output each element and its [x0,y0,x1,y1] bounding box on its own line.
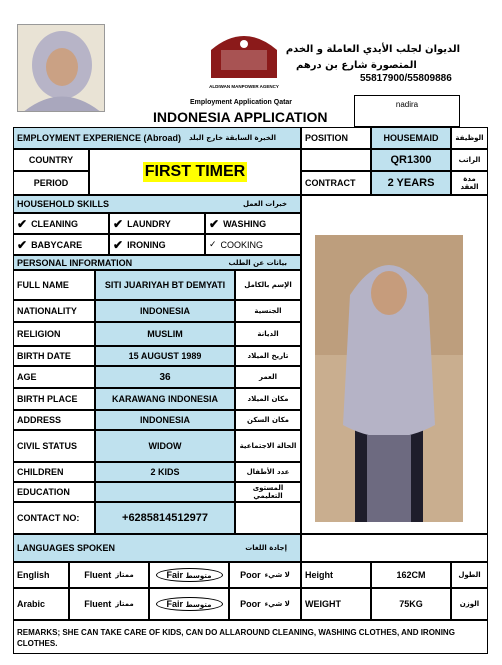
weight-value: 75KG [371,588,451,620]
poor-label: Poor [240,570,261,580]
address-label: ADDRESS [13,410,95,430]
address-label-ar: مكان السكن [235,410,301,430]
skill-ironing [109,234,205,255]
agency-phones: 55817900/55809886 [360,73,452,84]
full-name-value: SITI JUARIYAH BT DEMYATI [95,270,235,300]
skills-label: HOUSEHOLD SKILLS [17,199,110,209]
agency-arabic-line1: الديوان لجلب الأيدي العاملة و الخدم [285,44,460,55]
nationality-label: NATIONALITY [13,300,95,322]
contract-value: 2 YEARS [371,171,451,195]
skill-label: CLEANING [31,218,79,229]
languages-header [13,534,301,562]
languages-label: LANGUAGES SPOKEN [17,543,116,553]
arabic-label: Arabic [13,588,69,620]
fair-selected-oval [156,597,223,611]
agency-arabic-line2: المتصورة شارع بن درهم [296,60,417,71]
check-icon: ✔ [113,216,124,231]
religion-label-ar: الديانة [235,322,301,346]
nationality-label-ar: الجنسية [235,300,301,322]
arabic-fair [149,588,229,620]
height-label: Height [301,562,371,588]
poor-label-ar: لا شيء [264,571,290,579]
fluent-label: Fluent [84,599,112,609]
arabic-fluent [69,588,149,620]
fluent-label-ar: ممتاز [115,571,134,579]
contract-label-ar: مدة العقد [451,171,488,195]
civil-status-value: WIDOW [95,430,235,462]
religion-label: RELIGION [13,322,95,346]
check-icon: ✔ [17,237,28,252]
english-fair [149,562,229,588]
fair-label: Fair [166,599,184,609]
age-value: 36 [95,366,235,388]
employment-label-ar: الخبرة السابقة خارج البلد [189,134,276,142]
skills-header [13,195,301,213]
contact-label: CONTACT NO: [13,502,95,534]
birth-place-label: BIRTH PLACE [13,388,95,410]
first-timer-cell [89,149,301,195]
english-label: English [13,562,69,588]
logo-text: ALDIWAN MANPOWER AGENCY [209,84,279,89]
height-value: 162CM [371,562,451,588]
education-label-ar: المستوى التعليمي [235,482,301,502]
skill-cleaning [13,213,109,234]
fluent-label: Fluent [84,570,112,580]
english-poor [229,562,301,588]
birth-place-label-ar: مكان الميلاد [235,388,301,410]
skill-washing [205,213,301,234]
remarks [13,620,488,654]
height-label-ar: الطول [451,562,488,588]
civil-status-label-ar: الحالة الاجتماعية [235,430,301,462]
position-label-ar: الوظيفة [451,127,488,149]
birth-date-label-ar: تاريخ الميلاد [235,346,301,366]
skills-label-ar: خبرات العمل [242,200,287,208]
religion-value: MUSLIM [95,322,235,346]
birth-place-value: KARAWANG INDONESIA [95,388,235,410]
personal-label-ar: بيانات عن الطلب [228,258,287,267]
civil-status-label: CIVIL STATUS [13,430,95,462]
personal-header [13,255,301,270]
check-icon: ✓ [209,239,217,249]
children-value: 2 KIDS [95,462,235,482]
skill-label: BABYCARE [31,239,83,250]
salary-value: QR1300 [371,149,451,171]
country-label: COUNTRY [13,149,89,171]
form-title: INDONESIA APPLICATION [153,109,328,125]
arabic-poor [229,588,301,620]
contact-value: +6285814512977 [95,502,235,534]
position-value: HOUSEMAID [371,127,451,149]
fair-label-ar: متوسط [185,601,212,609]
english-fluent [69,562,149,588]
fair-selected-oval [156,568,223,582]
agent-name-box [354,95,460,127]
poor-label-ar: لا شيء [264,600,290,608]
address-value: INDONESIA [95,410,235,430]
personal-table [13,270,301,534]
full-body-photo [315,235,463,522]
fair-label: Fair [166,570,184,580]
skills-grid [13,213,301,255]
age-label-ar: العمر [235,366,301,388]
languages-label-ar: إجادة اللغات [245,544,287,552]
nationality-value: INDONESIA [95,300,235,322]
children-label: CHILDREN [13,462,95,482]
skill-label: IRONING [127,239,166,250]
position-label: POSITION [301,127,371,149]
skill-label: COOKING [220,239,264,250]
personal-label: PERSONAL INFORMATION [17,257,133,268]
skill-babycare [13,234,109,255]
birth-date-value: 15 AUGUST 1989 [95,346,235,366]
form-subtitle: Employment Application Qatar [190,99,293,106]
birth-date-label: BIRTH DATE [13,346,95,366]
weight-label-ar: الوزن [451,588,488,620]
check-icon: ✔ [113,237,124,252]
first-timer: FIRST TIMER [144,163,246,180]
fluent-label-ar: ممتاز [115,600,134,608]
remarks-text: REMARKS; SHE CAN TAKE CARE OF KIDS, CAN DO ALLAROUND CLEANING, WASHING CLOTHES, AND IRONING CLOTHES. [17,628,455,648]
agent-name: nadira [395,100,419,109]
fair-label-ar: متوسط [185,572,212,580]
check-icon: ✔ [17,216,28,231]
employment-label: EMPLOYMENT EXPERIENCE (Abroad) [17,133,182,143]
passport-photo [17,24,105,112]
children-label-ar: عدد الأطفال [235,462,301,482]
weight-label: WEIGHT [301,588,371,620]
skill-label: WASHING [223,218,267,229]
education-label: EDUCATION [13,482,95,502]
full-name-label-ar: الإسم بالكامل [235,270,301,300]
salary-label-ar: الراتب [451,149,488,171]
contact-label-ar [235,502,301,534]
check-icon: ✔ [209,216,220,231]
employment-header [13,127,301,149]
age-label: AGE [13,366,95,388]
full-name-label: FULL NAME [13,270,95,300]
period-label: PERIOD [13,171,89,195]
education-value [95,482,235,502]
contract-label: CONTRACT [301,171,371,195]
skill-laundry [109,213,205,234]
skill-label: LAUNDRY [127,218,171,229]
skill-cooking [205,234,301,255]
salary-empty [301,149,371,171]
languages-side-blank [301,534,488,562]
poor-label: Poor [240,599,261,609]
